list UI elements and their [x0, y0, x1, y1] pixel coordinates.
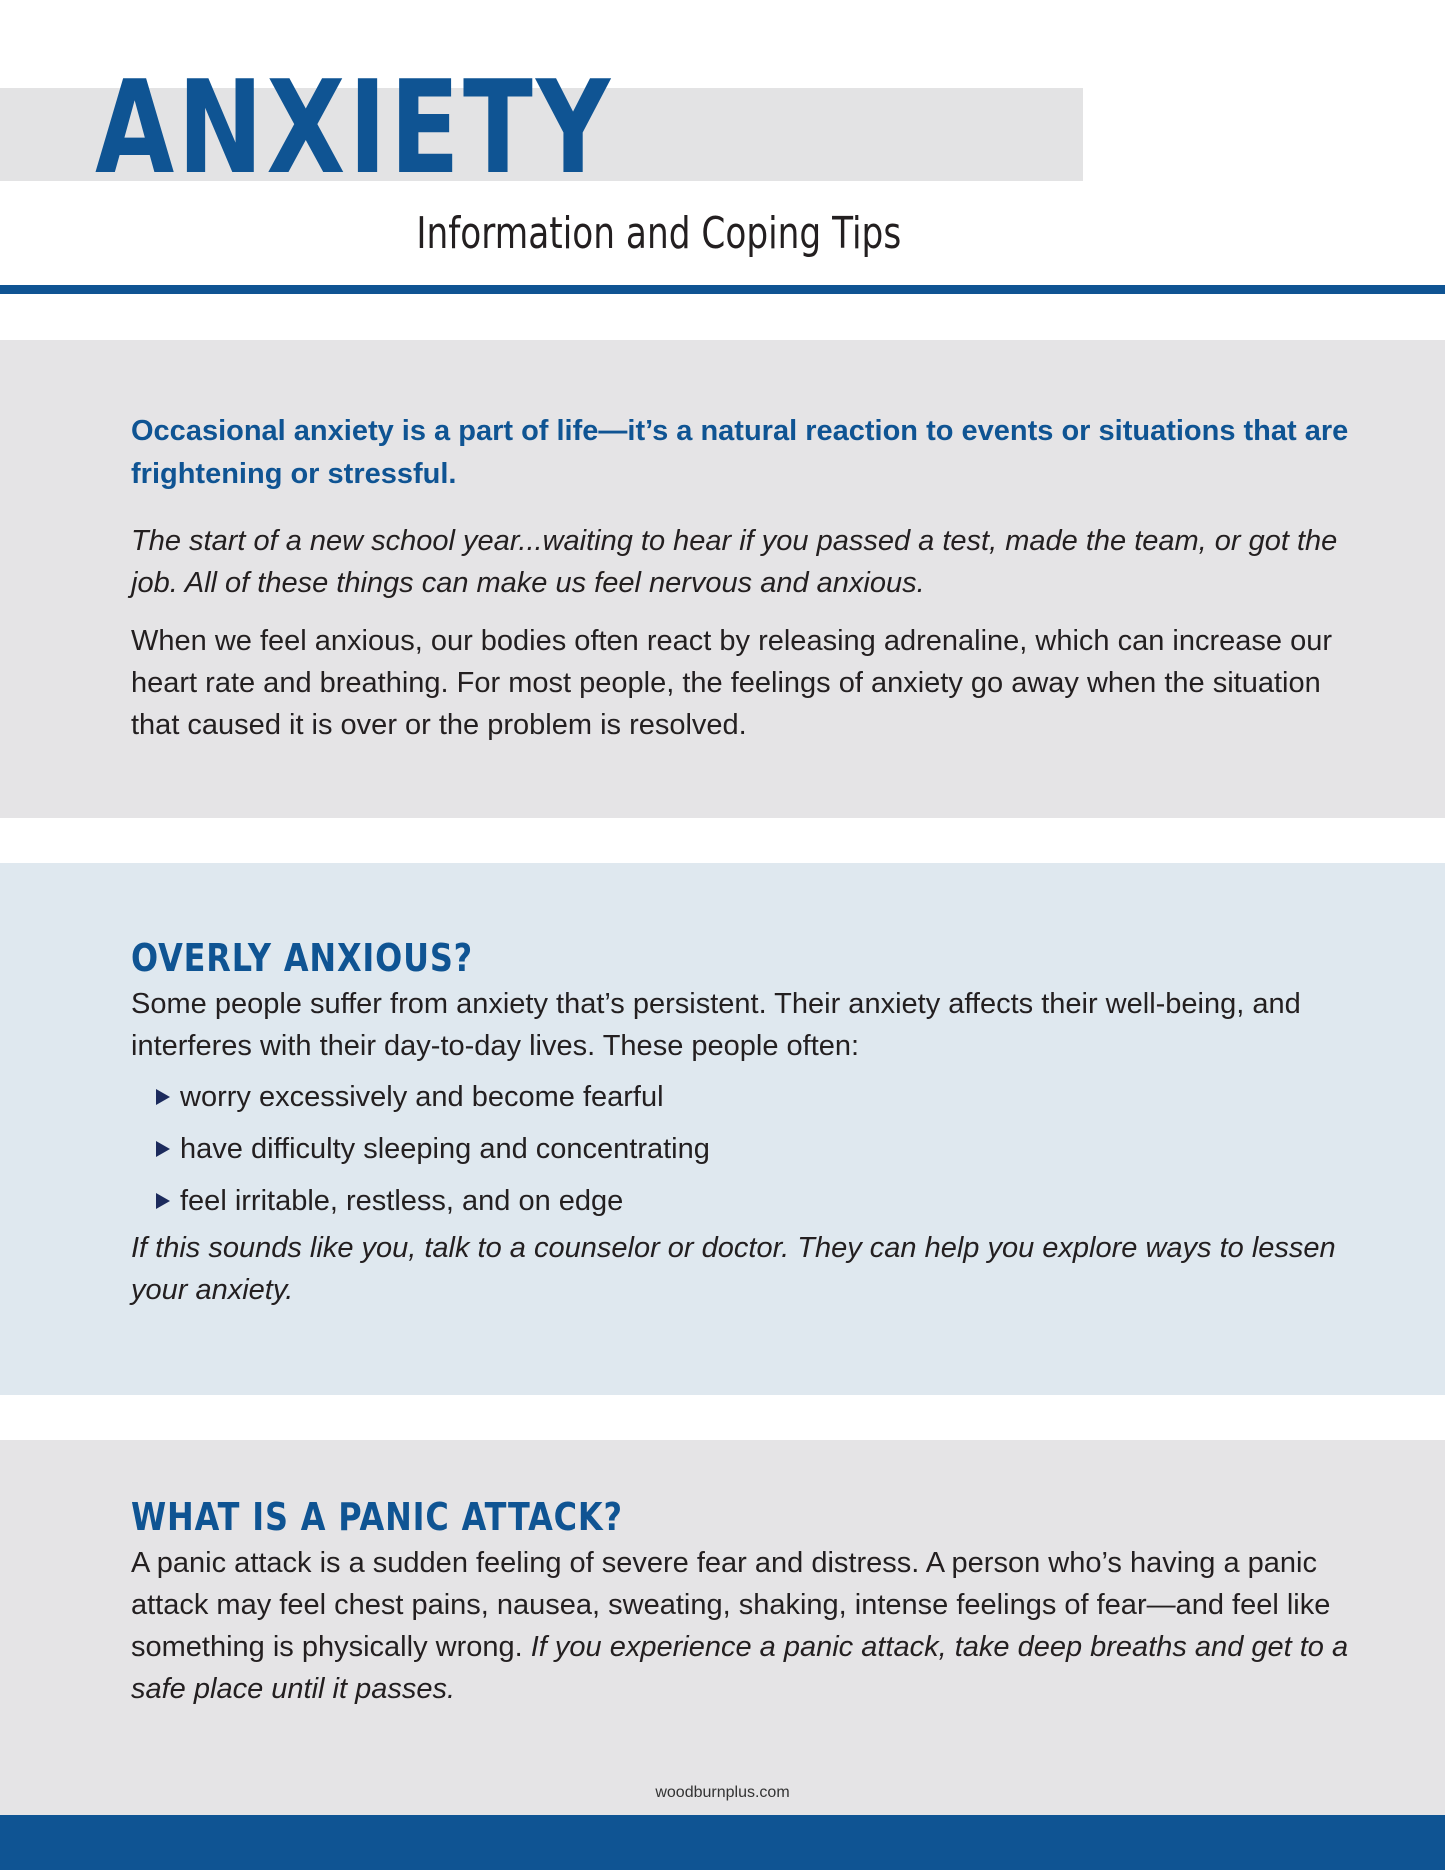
panic-attack-heading: WHAT IS A PANIC ATTACK? — [131, 1495, 623, 1539]
symptom-list — [131, 1071, 1351, 1227]
panic-attack-content — [131, 1494, 1351, 1710]
panic-attack-text: A panic attack is a sudden feeling of severe fear and distress. A person who’s having a panic attack may feel chest pains, nausea, sweating, shaking, intense feelings of fear—and feel like something is physically wrong. — [131, 1547, 1331, 1663]
list-item-text: worry excessively and become fearful — [180, 1081, 664, 1113]
list-item — [131, 1175, 1351, 1227]
overly-anxious-body: Some people suffer from anxiety that’s persistent. Their anxiety affects their well-being, and interferes with their day-to-day lives. These people often: — [131, 988, 1301, 1062]
list-item-text: have difficulty sleeping and concentrating — [180, 1133, 710, 1165]
panic-attack-body — [131, 1542, 1351, 1710]
triangle-right-icon — [156, 1141, 170, 1157]
page-title: ANXIETY — [95, 54, 614, 203]
list-item-text: feel irritable, restless, and on edge — [180, 1185, 624, 1217]
intro-section — [0, 340, 1445, 818]
overly-anxious-content — [131, 935, 1351, 1311]
panic-attack-advice: If you experience a panic attack, take deep breaths and get to a safe place until it passes. — [131, 1631, 1349, 1705]
panic-attack-section — [0, 1440, 1445, 1815]
page-subtitle: Information and Coping Tips — [416, 208, 902, 259]
list-item — [131, 1123, 1351, 1175]
list-item — [131, 1071, 1351, 1123]
triangle-right-icon — [156, 1193, 170, 1209]
intro-lead: Occasional anxiety is a part of life—it’s a natural reaction to events or situations that are frightening or stressful. — [131, 415, 1349, 490]
triangle-right-icon — [156, 1089, 170, 1105]
intro-body: When we feel anxious, our bodies often react by releasing adrenaline, which can increase our heart rate and breathing. For most people, the feelings of anxiety go away when the situation that caused it is over or the problem is resolved. — [131, 625, 1332, 741]
website-link[interactable]: woodburnplus.com — [655, 1784, 790, 1801]
overly-anxious-section — [0, 863, 1445, 1395]
intro-italic-text: The start of a new school year...waiting to hear if you passed a test, made the team, or got the job. All of these things can make us feel nervous and anxious. — [131, 525, 1338, 599]
header-divider — [0, 285, 1445, 294]
overly-anxious-closing: If this sounds like you, talk to a counselor or doctor. They can help you explore ways to lessen your anxiety. — [131, 1232, 1336, 1306]
intro-content — [131, 410, 1351, 746]
overly-anxious-heading: OVERLY ANXIOUS? — [131, 936, 474, 980]
footer-bar — [0, 1815, 1445, 1870]
